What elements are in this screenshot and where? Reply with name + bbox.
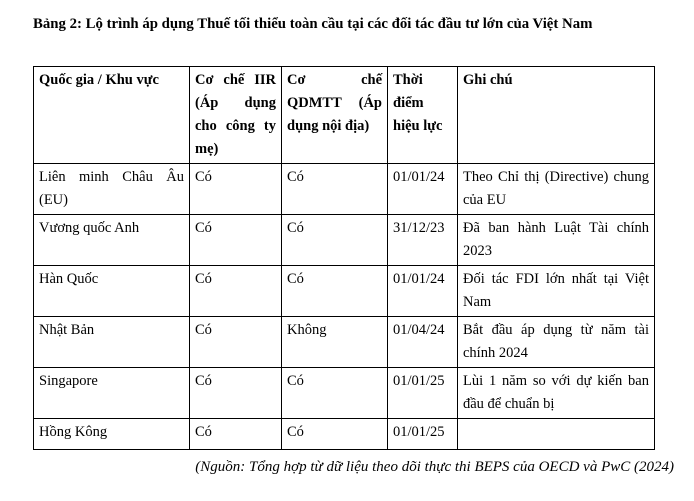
column-header: Thời điểm hiệu lực (388, 67, 458, 164)
table-cell: Có (282, 215, 388, 266)
table-cell: 01/01/24 (388, 266, 458, 317)
table-cell: Có (190, 266, 282, 317)
column-header: Quốc gia / Khu vực (34, 67, 190, 164)
tax-rollout-table (33, 66, 655, 450)
table-cell: 31/12/23 (388, 215, 458, 266)
table-cell: 01/01/24 (388, 164, 458, 215)
table-cell: Không (282, 317, 388, 368)
table-cell: Hồng Kông (34, 419, 190, 450)
table-cell: Có (190, 164, 282, 215)
table-cell: Nhật Bản (34, 317, 190, 368)
table-body (34, 164, 655, 450)
column-header: Cơ chế IIR (Áp dụng cho công ty mẹ) (190, 67, 282, 164)
header-row (34, 67, 655, 164)
table-cell: 01/04/24 (388, 317, 458, 368)
table-caption: Bảng 2: Lộ trình áp dụng Thuế tối thiểu toàn cầu tại các đối tác đầu tư lớn của Việt Nam (33, 16, 593, 32)
table-cell: Vương quốc Anh (34, 215, 190, 266)
table-cell: Bắt đầu áp dụng từ năm tài chính 2024 (458, 317, 655, 368)
table-cell: Đã ban hành Luật Tài chính 2023 (458, 215, 655, 266)
column-header: Cơ chế QDMTT (Áp dụng nội địa) (282, 67, 388, 164)
table-cell: Đối tác FDI lớn nhất tại Việt Nam (458, 266, 655, 317)
table-cell: Có (190, 419, 282, 450)
table-cell: Có (190, 368, 282, 419)
table-cell: Singapore (34, 368, 190, 419)
table-cell: Lùi 1 năm so với dự kiến ban đầu để chuẩn bị (458, 368, 655, 419)
table-cell: Có (282, 164, 388, 215)
table-cell: Hàn Quốc (34, 266, 190, 317)
table-row (34, 368, 655, 419)
table-row (34, 317, 655, 368)
table-cell: Liên minh Châu Âu (EU) (34, 164, 190, 215)
table-row (34, 164, 655, 215)
table-cell: Có (190, 317, 282, 368)
table-row (34, 266, 655, 317)
table-cell: 01/01/25 (388, 368, 458, 419)
table-row (34, 419, 655, 450)
source-note: (Nguồn: Tổng hợp từ dữ liệu theo dõi thực thi BEPS của OECD và PwC (2024) (195, 459, 674, 475)
table-cell: Theo Chỉ thị (Directive) chung của EU (458, 164, 655, 215)
table-cell: 01/01/25 (388, 419, 458, 450)
column-header: Ghi chú (458, 67, 655, 164)
table-row (34, 215, 655, 266)
table-cell (458, 419, 655, 450)
table-cell: Có (190, 215, 282, 266)
table-cell: Có (282, 419, 388, 450)
table-cell: Có (282, 266, 388, 317)
table-cell: Có (282, 368, 388, 419)
